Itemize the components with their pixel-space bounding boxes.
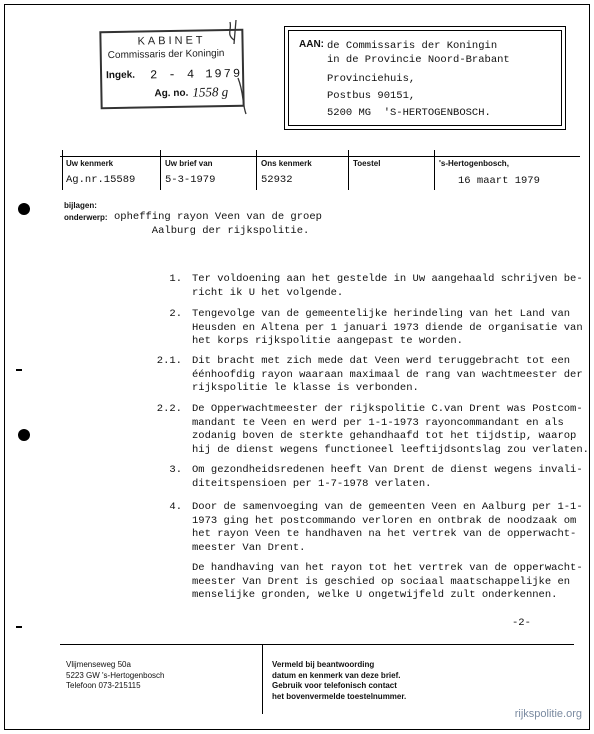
footer-instructions <box>272 660 406 702</box>
scan-border-top <box>4 4 590 5</box>
handwritten-mark-icon <box>222 18 252 118</box>
paragraph-line: zodanig boven de sterkte gehandhaafd tot het tijdstip, waarop <box>192 430 577 443</box>
reference-column-line <box>160 150 161 190</box>
fold-mark-tick <box>16 369 22 371</box>
stamp-title: KABINET <box>137 34 206 48</box>
paragraph-line: Dit bracht met zich mede dat Veen werd teruggebracht tot een <box>192 355 571 367</box>
footer-divider <box>60 644 574 645</box>
paragraph-line: menselijke gronden, welke U ongetwijfeld zult onderkennen. <box>192 589 558 602</box>
paragraph-line: meester Van Drent is geschied op sociaal maatschappelijke en <box>192 575 571 588</box>
reference-column-line <box>62 150 63 190</box>
stamp-subtitle: Commissaris der Koningin <box>107 48 225 62</box>
ons-kenmerk-label: Ons kenmerk <box>261 159 312 168</box>
paragraph-line: meester Van Drent. <box>192 541 306 554</box>
paragraph-line: hij de dienst wegens functioneel leeftijdsontslag zou verlaten. <box>192 443 589 456</box>
paragraph-1 <box>169 273 583 300</box>
recipient-label: AAN: <box>299 39 324 50</box>
punch-hole-top <box>18 203 30 215</box>
footer-address <box>66 660 164 692</box>
reference-divider <box>60 156 580 157</box>
address-line: in de Provincie Noord-Brabant <box>327 54 510 66</box>
footer-instruction-line: datum en kenmerk van deze brief. <box>272 670 401 680</box>
fold-mark-tick <box>16 626 22 628</box>
address-line: Postbus 90151, <box>327 90 416 102</box>
scan-border-left <box>4 4 5 730</box>
stamp-ingek-label: Ingek. <box>106 69 136 82</box>
address-line: 5200 MG 'S-HERTOGENBOSCH. <box>327 107 491 119</box>
bijlagen-label: bijlagen: <box>64 201 97 210</box>
paragraph-number: 1. <box>169 273 182 285</box>
paragraph-line: Ter voldoening aan het gestelde in Uw aangehaald schrijven be- <box>192 273 583 285</box>
footer-instruction-line: Vermeld bij beantwoording <box>272 660 375 669</box>
paragraph-line: mandant te Veen en werd per 1-1-1973 rayoncommandant en als <box>192 416 564 429</box>
uw-kenmerk-label: Uw kenmerk <box>66 159 114 168</box>
paragraph-2-1 <box>156 355 583 396</box>
footer-instruction-line: het bovenvermelde toestelnummer. <box>272 691 407 701</box>
address-line: Provinciehuis, <box>327 73 416 85</box>
letter-date: 16 maart 1979 <box>458 175 540 187</box>
paragraph-line: 1973 ging het postcommando verloren en ontbrak de noodzaak om <box>192 514 577 527</box>
paragraph-2-2 <box>156 403 589 457</box>
onderwerp-line: Aalburg der rijkspolitie. <box>114 225 310 237</box>
stamp-agno-label: Ag. no. <box>154 87 189 100</box>
paragraph-number: 4. <box>169 501 182 513</box>
onderwerp-label: onderwerp: <box>64 213 108 222</box>
address-line: de Commissaris der Koningin <box>327 40 498 52</box>
footer-column-line <box>262 644 263 714</box>
paragraph-number: 2.2. <box>156 403 182 415</box>
footer-address-line: 5223 GW 's-Hertogenbosch <box>66 670 165 680</box>
footer-instruction-line: Gebruik voor telefonisch contact <box>272 681 397 690</box>
reference-column-line <box>256 150 257 190</box>
footer-address-line: Vlijmenseweg 50a <box>66 660 131 669</box>
ons-kenmerk-value: 52932 <box>261 174 293 186</box>
paragraph-line: De Opperwachtmeester der rijkspolitie C.van Drent was Postcom- <box>192 403 583 415</box>
reference-column-line <box>348 150 349 190</box>
toestel-label: Toestel <box>353 159 381 168</box>
uw-brief-van-value: 5-3-1979 <box>165 174 216 186</box>
page-number: -2- <box>512 617 531 629</box>
paragraph-number: 2.1. <box>156 355 182 367</box>
punch-hole-bottom <box>18 429 30 441</box>
paragraph-line: éénhoofdig rayon waaraan maximaal de rang van wachtmeester der <box>192 368 583 381</box>
paragraph-line: rijkspolitie le klasse is verbonden. <box>192 382 419 395</box>
uw-kenmerk-value: Ag.nr.15589 <box>66 174 136 186</box>
place-label: 's-Hertogenbosch, <box>439 159 509 168</box>
watermark-link[interactable]: rijkspolitie.org <box>514 708 582 720</box>
paragraph-line: het korps rijkspolitie aangepast te worden. <box>192 335 463 348</box>
paragraph-line: richt ik U het volgende. <box>192 286 344 299</box>
paragraph-line: Door de samenvoeging van de gemeenten Veen en Aalburg per 1-1- <box>192 501 583 513</box>
reference-column-line <box>434 150 435 190</box>
recipient-address-box <box>284 26 566 130</box>
paragraph-line: het rayon Veen te handhaven na het vertrek van de opperwacht- <box>192 528 577 541</box>
paragraph-line: diteitspensioen per 1-7-1978 verlaten. <box>192 477 432 490</box>
paragraph-4 <box>169 501 583 555</box>
onderwerp-line: opheffing rayon Veen van de groep <box>114 211 322 223</box>
paragraph-3 <box>169 464 583 491</box>
scan-border-right <box>589 4 590 730</box>
paragraph-2 <box>169 308 583 349</box>
paragraph-line: Om gezondheidsredenen heeft Van Drent de dienst wegens invali- <box>192 464 583 476</box>
stamp-ingek-date: 2 - 4 1979 <box>149 66 243 83</box>
paragraph-line: Tengevolge van de gemeentelijke herindeling van het Land van <box>192 308 571 320</box>
scan-border-bottom <box>4 729 590 730</box>
paragraph-line: Heusden en Altena per 1 januari 1973 diende de organisatie van <box>192 321 583 334</box>
paragraph-closing <box>192 562 583 603</box>
paragraph-number: 2. <box>169 308 182 320</box>
paragraph-number: 3. <box>169 464 182 476</box>
paragraph-line: De handhaving van het rayon tot het vertrek van de opperwacht- <box>192 562 583 574</box>
footer-address-line: Telefoon 073-215115 <box>66 681 141 690</box>
stamp-agno-value: 1558 g <box>192 84 229 100</box>
uw-brief-van-label: Uw brief van <box>165 159 213 168</box>
